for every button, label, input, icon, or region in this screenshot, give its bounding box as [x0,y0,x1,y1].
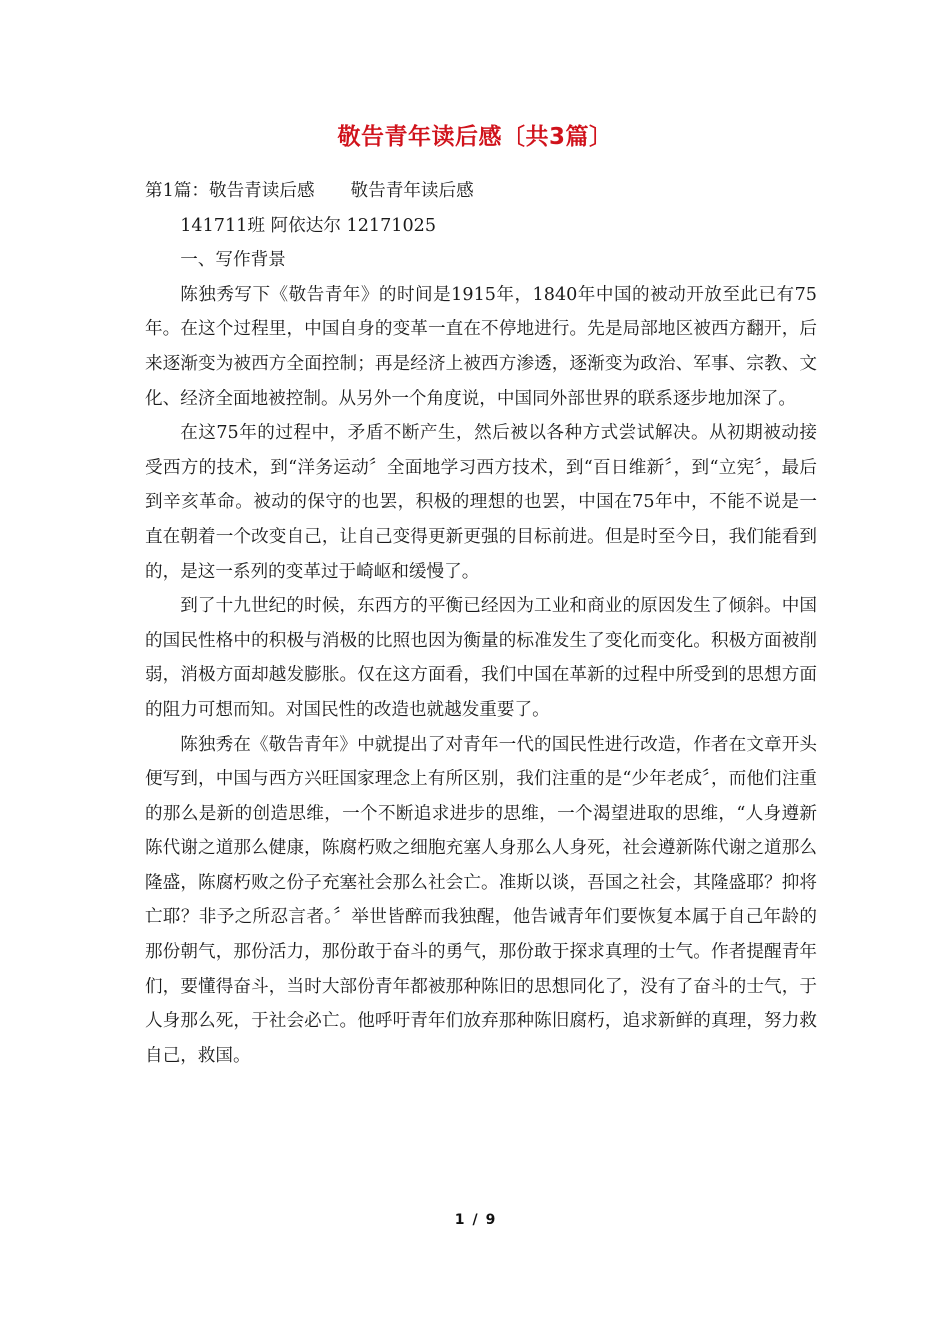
chapter-heading-right: 敬告青年读后感 [350,181,474,201]
page-number [0,1212,950,1228]
document-body [145,174,817,1073]
author-line: 141711班 阿依达尔 12171025 [180,215,437,236]
page-total: 9 [485,1212,496,1228]
chapter-heading-left: 第1篇：敬告青读后感 [145,181,315,201]
paragraph: 到了十九世纪的时候，东西方的平衡已经因为工业和商业的原因发生了倾斜。中国的国民性格中的积极与消极的比照也因为衡量的标准发生了变化而变化。积极方面被削弱，消极方面却越发膨胀。仅在这方面看，我们中国在革新的过程中所受到的思想方面的阻力可想而知。对国民性的改造也就越发重要了。 [145,596,817,720]
paragraph: 在这75年的过程中，矛盾不断产生，然后被以各种方式尝试解决。从初期被动接受西方的技术，到“洋务运动〞全面地学习西方技术，到“百日维新〞，到“立宪〞，最后到辛亥革命。被动的保守的也罢，积极的理想的也罢，中国在75年中，不能不说是一直在朝着一个改变自己，让自己变得更新更强的目标前进。但是时至今日，我们能看到的，是这一系列的变革过于崎岖和缓慢了。 [145,423,817,582]
page-separator: / [472,1212,478,1228]
document-title: 敬告青年读后感〔共3篇〕 [337,124,613,150]
paragraph: 陈独秀在《敬告青年》中就提出了对青年一代的国民性进行改造，作者在文章开头便写到，中国与西方兴旺国家理念上有所区别，我们注重的是“少年老成〞，而他们注重的那么是新的创造思维，一个不断追求进步的思维，一个渴望进取的思维，“人身遵新陈代谢之道那么健康，陈腐朽败之细胞充塞人身那么人身死，社会遵新陈代谢之道那么隆盛，陈腐朽败之份子充塞社会那么社会亡。准斯以谈，吾国之社会，其隆盛耶？抑将亡耶？非予之所忍言者。〞举世皆醉而我独醒，他告诫青年们要恢复本属于自己年龄的那份朝气，那份活力，那份敢于奋斗的勇气，那份敢于探求真理的士气。作者提醒青年们，要懂得奋斗，当时大部份青年都被那种陈旧的思想同化了，没有了奋斗的士气，于人身那么死，于社会必亡。他呼吁青年们放弃那种陈旧腐朽，追求新鲜的真理，努力救自己，救国。 [145,734,817,1066]
chapter-heading [145,174,817,209]
paragraph: 陈独秀写下《敬告青年》的时间是1915年，1840年中国的被动开放至此已有75年。在这个过程里，中国自身的变革一直在不停地进行。先是局部地区被西方翻开，后来逐渐变为被西方全面控制；再是经济上被西方渗透，逐渐变为政治、军事、宗教、文化、经济全面地被控制。从另外一个角度说，中国同外部世界的联系逐步地加深了。 [145,284,817,409]
page-current: 1 [454,1212,465,1228]
section-heading: 一、写作背景 [180,250,286,271]
